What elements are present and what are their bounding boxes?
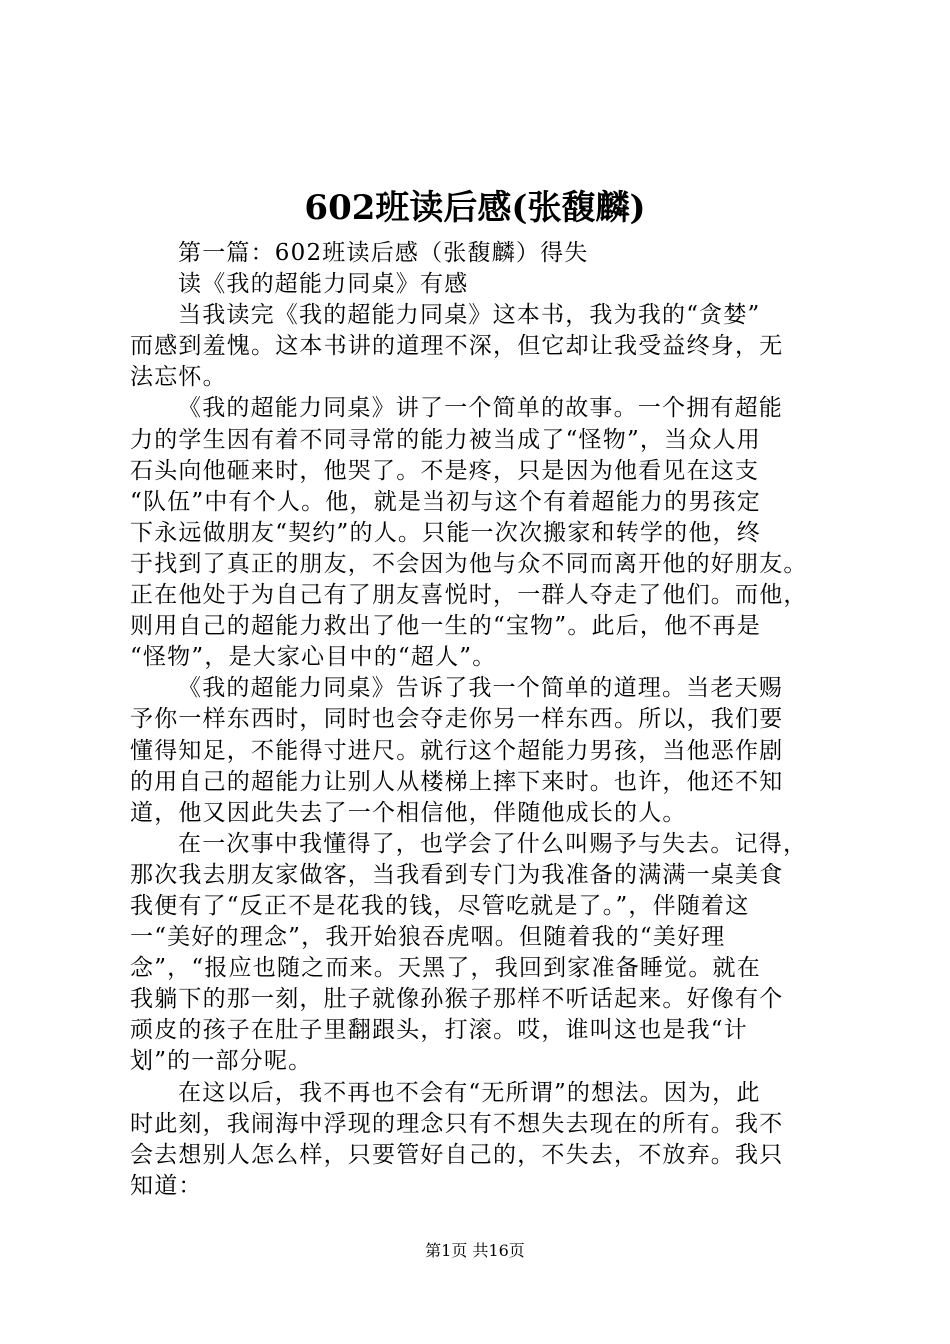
paragraph-line: 予你一样东西时，同时也会夺走你另一样东西。所以，我们要: [130, 706, 784, 733]
document-title: 602班读后感(张馥麟): [304, 188, 646, 228]
paragraph-line: 顽皮的孩子在肚子里翻跟头，打滚。哎，谁叫这也是我“计: [130, 1017, 748, 1044]
paragraph-line: 划”的一部分呢。: [130, 1048, 313, 1075]
paragraph-line: 道，他又因此失去了一个相信他，伴随他成长的人。: [130, 799, 687, 826]
paragraph-line: 在一次事中我懂得了，也学会了什么叫赐予与失去。记得，: [178, 830, 808, 857]
paragraph-line: 时此刻，我闹海中浮现的理念只有不想失去现在的所有。我不: [130, 1110, 784, 1137]
paragraph-line: 则用自己的超能力救出了他一生的“宝物”。此后，他不再是: [130, 613, 761, 640]
subtitle-line: 读《我的超能力同桌》有感: [178, 271, 469, 298]
paragraph-line: 石头向他砸来时，他哭了。不是疼，只是因为他看见在这支: [130, 457, 760, 484]
paragraph-line: 下永远做朋友“契约”的人。只能一次次搬家和转学的他，终: [130, 519, 761, 546]
paragraph-line: 而感到羞愧。这本书讲的道理不深，但它却让我受益终身，无: [130, 333, 784, 360]
paragraph-line: 我便有了“反正不是花我的钱，尽管吃就是了。”，伴随着这: [130, 892, 750, 919]
paragraph-line: 力的学生因有着不同寻常的能力被当成了“怪物”，当众人用: [130, 426, 761, 453]
document-body: [130, 238, 840, 1202]
page-number-footer: 第1页 共16页: [425, 1241, 525, 1260]
paragraph-line: 于找到了真正的朋友，不会因为他与众不同而离开他的好朋友。: [130, 550, 808, 577]
paragraph-line: 我躺下的那一刻，肚子就像孙猴子那样不听话起来。好像有个: [130, 986, 784, 1013]
paragraph-line: 的用自己的超能力让别人从楼梯上摔下来时。也许，他还不知: [130, 768, 784, 795]
paragraph-line: 那次我去朋友家做客，当我看到专门为我准备的满满一桌美食: [130, 861, 784, 888]
paragraph-line: 《我的超能力同桌》讲了一个简单的故事。一个拥有超能: [178, 395, 783, 422]
paragraph-line: 在这以后，我不再也不会有“无所谓”的想法。因为，此: [178, 1079, 761, 1106]
paragraph-line: 法忘怀。: [130, 364, 227, 391]
paragraph-line: 当我读完《我的超能力同桌》这本书，我为我的“贪婪”: [178, 302, 761, 329]
paragraph-line: 一“美好的理念”，我开始狼吞虎咽。但随着我的“美好理: [130, 924, 726, 951]
paragraph-line: “怪物”，是大家心目中的“超人”。: [130, 644, 497, 671]
paragraph-line: 念”，“报应也随之而来。天黑了，我回到家准备睡觉。就在: [130, 955, 761, 982]
paragraph-line: 知道：: [130, 1172, 203, 1199]
paragraph-line: 《我的超能力同桌》告诉了我一个简单的道理。当老天赐: [178, 675, 783, 702]
paragraph-line: 懂得知足，不能得寸进尺。就行这个超能力男孩，当他恶作剧: [130, 737, 784, 764]
paragraph-line: “队伍”中有个人。他，就是当初与这个有着超能力的男孩定: [130, 488, 761, 515]
paragraph-line: 会去想别人怎么样，只要管好自己的，不失去，不放弃。我只: [130, 1141, 784, 1168]
paragraph-line: 正在他处于为自己有了朋友喜悦时，一群人夺走了他们。而他，: [130, 582, 808, 609]
section-heading: 第一篇：602班读后感（张馥麟）得失: [178, 240, 589, 266]
